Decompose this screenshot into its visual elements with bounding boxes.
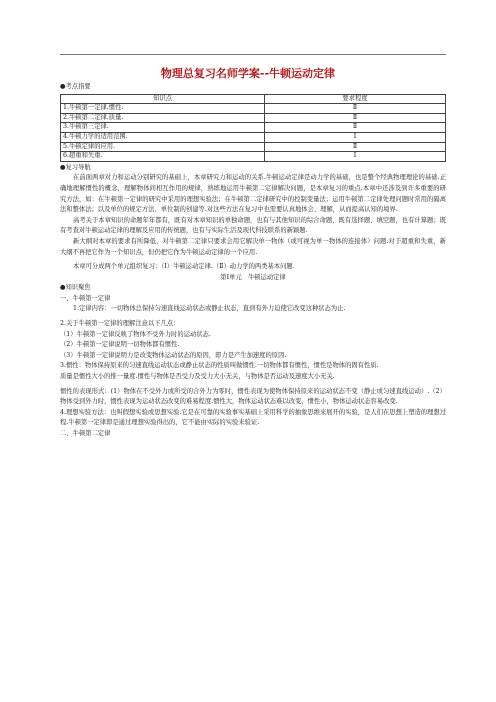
column-header: 要求程度 xyxy=(265,94,446,104)
table-row xyxy=(61,132,446,142)
table-cell: 2.牛顿第二定律.质量. xyxy=(61,113,265,123)
paragraph: 高考关于本章知识的命题年年都有，既有对本章知识的单独命题，也有与其他知识的综合命题，既有选择题、填空题，也有计算题；既有考查对牛顿运动定律的理解及应用的传统题，也有与实际生活及现代科技联系的新颖题. xyxy=(60,216,446,235)
table-cell: Ⅱ xyxy=(265,142,446,152)
list-item: （2）牛顿第一定律说明一切物体都有惯性. xyxy=(60,341,180,349)
subheading: 一、牛顿第一定律 xyxy=(60,294,111,302)
table-cell: 4.牛顿力学的适用范围. xyxy=(61,132,265,142)
table-cell: 1.牛顿第一定律.惯性. xyxy=(61,104,265,114)
paragraph: 2.关于牛顿第一定律的理解注意以下几点： xyxy=(60,320,180,328)
table-cell: 5.牛顿定律的应用. xyxy=(61,142,265,152)
table-cell: 3.牛顿第三定律. xyxy=(61,123,265,133)
table-row xyxy=(61,104,446,114)
document-body xyxy=(60,82,446,440)
page-title: 物理总复习名师学案--牛顿运动定律 xyxy=(160,67,336,80)
header-rule xyxy=(60,54,446,55)
table-cell: Ⅱ xyxy=(265,104,446,114)
table-row xyxy=(61,152,446,162)
table-cell: Ⅰ xyxy=(265,132,446,142)
table-cell: Ⅱ xyxy=(265,113,446,123)
column-header: 知识点 xyxy=(61,94,265,104)
subheading: 二、牛顿第二定律 xyxy=(60,430,111,437)
table-row xyxy=(61,123,446,133)
table-row xyxy=(61,113,446,123)
table-cell: Ⅱ xyxy=(265,123,446,133)
paragraph: 质量是惯性大小的惟一量度.惯性与物体是否受力及受力大小无关，与物体是否运动及速度大小无关. xyxy=(60,373,335,381)
table-cell: Ⅰ xyxy=(265,152,446,162)
list-item: （1）牛顿第一定律反映了物体不受外力时的运动状态. xyxy=(60,330,211,338)
paragraph: 本章可分成两个单元组织复习：（Ⅰ）牛顿运动定律.（Ⅱ）动力学的两类基本问题. xyxy=(73,263,295,271)
paragraph: 3.惯性：物体保持原来的匀速直线运动状态或静止状态的性质叫做惯性.一切物体都有惯性，惯性是物体的固有性质. xyxy=(60,362,379,370)
paragraph: 1.定律内容：一切物体总保持匀速直线运动状态或静止状态，直到有外力迫使它改变这种状态为止. xyxy=(73,305,346,313)
table-header-row xyxy=(61,94,446,104)
list-item: （3）牛顿第一定律说明力是改变物体运动状态的原因，即力是产生加速度的原因. xyxy=(60,351,287,359)
paragraph: 在前面两章对力和运动分别研究的基础上，本章研究力和运动的关系.牛顿运动定律是动力学的基础，也是整个经典物理理论的基础.正确地理解惯性的概念，理解物体间相互作用的规律，熟练地运用牛顿第二定律解决问题，是本章复习的重点.本章中还涉及到许多重要的研究方法，如：在牛顿第一定律的研究中采用的理想实验法；在牛顿第二定律研究中的控制变量法；运用牛顿第二定律处理问题时常用的隔离法和整体法；以及单位的规定方法、单位制的创建等.对这些方法在复习中也需要认真地体会、理解，从而提高认知的境界. xyxy=(60,174,446,214)
paragraph: 新大纲对本章的要求有所降低，对牛顿第二定律只要求会用它解决单一物体（或可视为单一物体的连接体）问题.对于超重和失重，新大纲不再把它作为一个知识点，但仍把它作为牛顿运动定律的一个应用. xyxy=(60,237,446,256)
section-heading-daohang: ●复习导航 xyxy=(60,163,91,171)
table-row xyxy=(61,142,446,152)
section-heading-kaodian: ●考点指要 xyxy=(60,83,91,90)
knowledge-points-table xyxy=(60,94,446,162)
paragraph: 惯性的表现形式：(1）物体在不受外力或所受的合外力为零时，惯性表现为使物体保持原来的运动状态不变（静止或匀速直线运动）.（2）物体受到外力时，惯性表现为运动状态改变的难易程度.惯性大，物体运动状态难以改变，惯性小，物体运动状态容易改变. xyxy=(60,387,446,406)
table-cell: 6.超重和失重. xyxy=(61,152,265,162)
paragraph: 4.理想实验方法：也叫假想实验或思想实验.它是在可靠的实验事实基础上采用科学的抽象思维来展开的实验，是人们在思想上塑造的理想过程.牛顿第一定律即是通过理想实验得出的，它不能由实际的实验来验证. xyxy=(60,408,446,427)
unit-title: 第Ⅰ单元 牛顿运动定律 xyxy=(220,273,286,281)
section-heading-jujiao: ●知识聚焦 xyxy=(60,284,91,292)
